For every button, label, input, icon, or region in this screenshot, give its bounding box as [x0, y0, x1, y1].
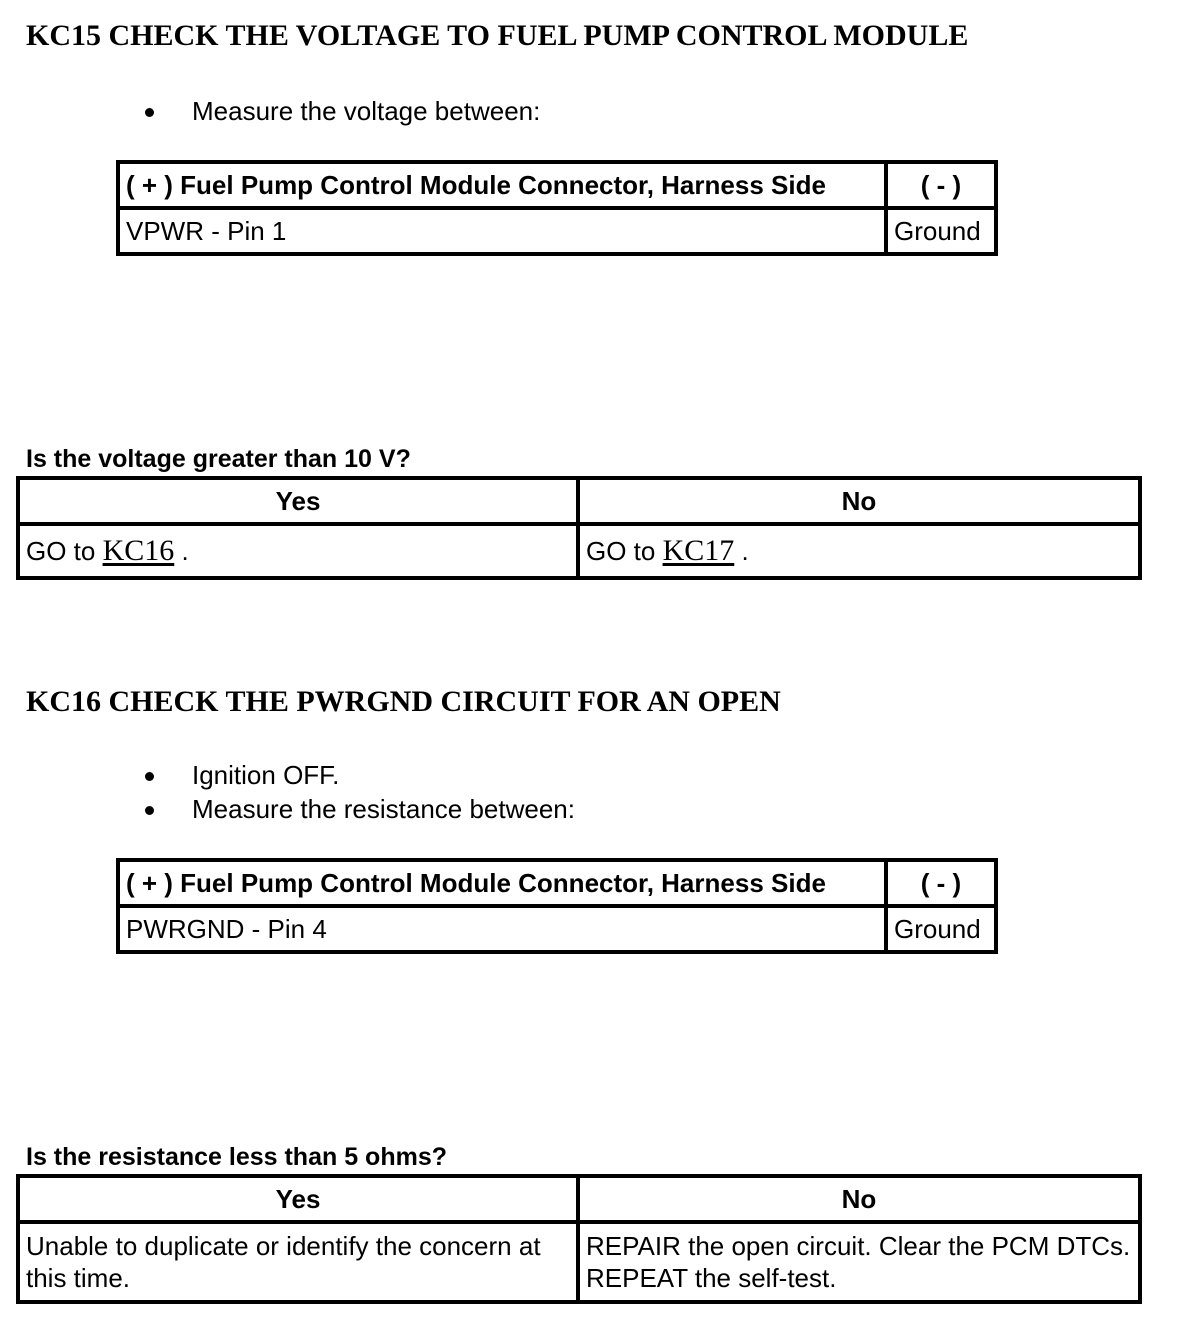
kc15-yes-suffix: .: [174, 536, 189, 566]
kc16-answer-row: [18, 1222, 1140, 1302]
kc15-yes-header: Yes: [18, 478, 578, 524]
kc15-negative-header: ( - ): [886, 162, 996, 208]
kc16-question: Is the resistance less than 5 ohms?: [26, 1143, 447, 1171]
kc15-instruction-list: [138, 94, 540, 128]
kc15-answer-header-row: [18, 478, 1140, 524]
kc16-answer-header-row: [18, 1176, 1140, 1222]
kc15-negative-ground: Ground: [886, 208, 996, 254]
kc16-yes-action: Unable to duplicate or identify the concern at this time.: [18, 1222, 578, 1302]
kc15-positive-pin: VPWR - Pin 1: [118, 208, 886, 254]
kc17-link[interactable]: KC17: [662, 534, 735, 567]
kc16-instruction-list: [138, 758, 575, 826]
kc16-answer-table: [16, 1174, 1142, 1304]
kc16-measurement-row: [118, 906, 996, 952]
kc15-no-prefix: GO to: [586, 536, 663, 566]
kc16-positive-header: ( + ) Fuel Pump Control Module Connector, Harness Side: [118, 860, 886, 906]
kc16-negative-header: ( - ): [886, 860, 996, 906]
kc15-measurement-row: [118, 208, 996, 254]
kc15-no-suffix: .: [734, 536, 749, 566]
kc16-yes-header: Yes: [18, 1176, 578, 1222]
kc15-answer-row: [18, 524, 1140, 578]
kc15-measurement-header-row: [118, 162, 996, 208]
kc15-yes-action: [18, 524, 578, 578]
kc16-instruction-measure-resistance: Measure the resistance between:: [138, 792, 575, 826]
kc16-step-title: KC16 CHECK THE PWRGND CIRCUIT FOR AN OPEN: [26, 685, 781, 718]
kc16-no-header: No: [578, 1176, 1140, 1222]
kc16-positive-pin: PWRGND - Pin 4: [118, 906, 886, 952]
kc15-question: Is the voltage greater than 10 V?: [26, 445, 411, 473]
kc15-yes-prefix: GO to: [26, 536, 103, 566]
kc15-step-title: KC15 CHECK THE VOLTAGE TO FUEL PUMP CONTROL MODULE: [26, 19, 969, 52]
kc15-measurement-table: [116, 160, 998, 256]
kc16-instruction-ignition-off: Ignition OFF.: [138, 758, 575, 792]
kc15-instruction-measure-voltage: Measure the voltage between:: [138, 94, 540, 128]
kc15-no-action: [578, 524, 1140, 578]
kc16-measurement-header-row: [118, 860, 996, 906]
kc16-negative-ground: Ground: [886, 906, 996, 952]
kc15-positive-header: ( + ) Fuel Pump Control Module Connector, Harness Side: [118, 162, 886, 208]
kc15-answer-table: [16, 476, 1142, 580]
kc16-measurement-table: [116, 858, 998, 954]
kc15-no-header: No: [578, 478, 1140, 524]
kc16-link[interactable]: KC16: [102, 534, 175, 567]
kc16-no-action: REPAIR the open circuit. Clear the PCM DTCs. REPEAT the self-test.: [578, 1222, 1140, 1302]
